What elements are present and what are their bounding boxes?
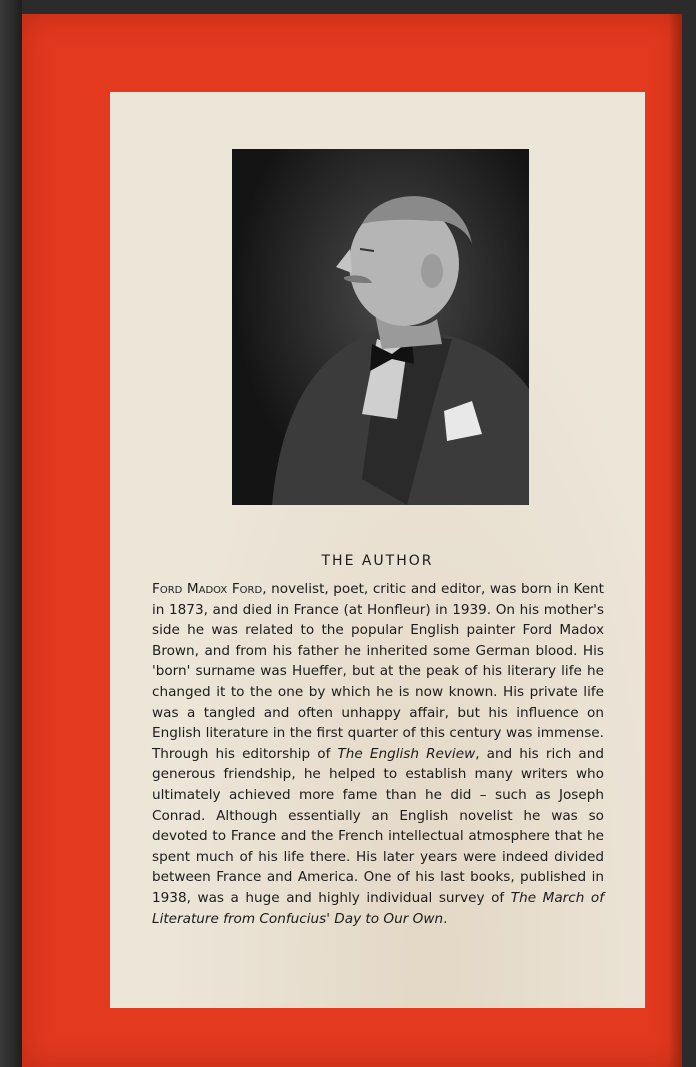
author-name: Ford Madox Ford <box>152 581 263 597</box>
publication-title: The English Review <box>337 745 476 762</box>
author-portrait-photo <box>232 149 529 505</box>
author-biography <box>152 579 604 929</box>
bio-text-part-1: , novelist, poet, critic and editor, was born in Kent in 1873, and died in France (at Honfleur) in 1939. On his mother's side he was related to the popular English painter Ford Madox Brown, and from his father he inherited some German blood. His 'born' surname was Hueffer, but at the peak of his literary life he changed it to the one by which he is now known. His private life was a tangled and often unhappy affair, but his influence on English literature in the first quarter of this century was immense. Through his editorship of <box>152 581 604 762</box>
book-back-cover <box>22 14 682 1067</box>
book-spine-edge <box>0 0 22 1067</box>
author-panel <box>110 92 645 1008</box>
bio-text-part-3: . <box>443 910 448 927</box>
section-heading: THE AUTHOR <box>321 553 434 569</box>
portrait-illustration <box>232 149 529 505</box>
book-title: The March of Literature from Confucius' Day to Our Own <box>152 889 604 927</box>
bio-text-part-2: , and his rich and generous friendship, he helped to establish many writers who ultimately achieved more fame than he did – such as Joseph Conrad. Although essentially an English novelist he was so devoted to France and the French intellectual atmosphere that he spent much of his life there. His later years were indeed divided between France and America. One of his last books, published in 1938, was a huge and highly individual survey of <box>152 745 605 906</box>
